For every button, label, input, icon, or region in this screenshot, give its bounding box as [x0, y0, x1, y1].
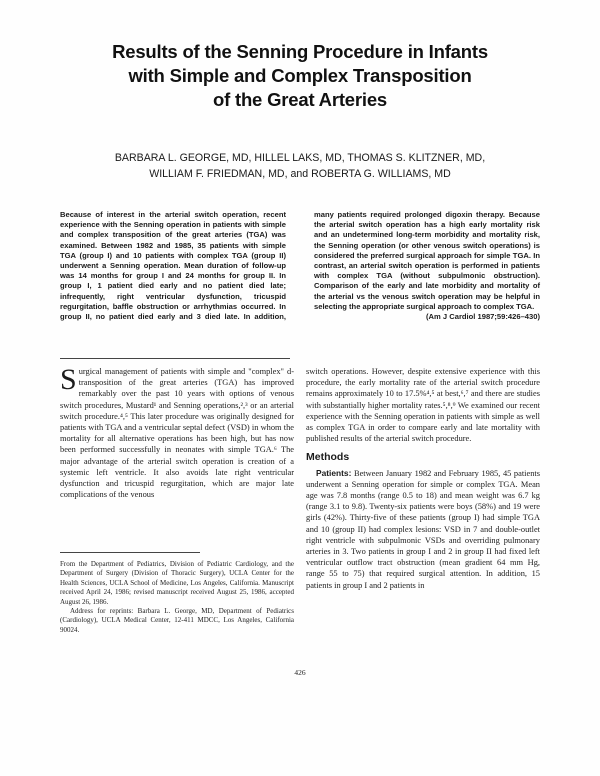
abstract-text: Because of interest in the arterial switch operation, recent experience with the Senning operation in patients with simple and complex transposition of the great arteries (TGA) was examined. Between 1982 and 1985, 35 patients with simple TGA (group I) and 10 patients with complex TGA (group II) underwent a Senning operation. Mean duration of follow-up was 14 months for group I and 24 months for group II. In group I, 1 patient died early and no patient died late; infrequently, right ventricular dysfunction, tricuspid regurgitation, baffle obstruction or arrhythmias occurred. In group II, no patient died early and 3 died late. In addition, many patients required prolonged digoxin therapy. Because the arterial switch operation has a high early mortality risk and an undetermined long-term morbidity and mortality risk, the Senning operation (or other venous switch operations) is considered the preferred surgical approach for simple TGA. In contrast, an arterial switch operation is performed in patients with complex TGA (without subpulmonic obstruction). Comparison of the early and late morbidity and mortality of the arterial vs the venous switch operation may be helpful in selecting the appropriate surgical approach to complex TGA.: [60, 210, 540, 322]
reprints-footnote: Address for reprints: Barbara L. George, MD, Department of Pediatrics (Cardiology), UCLA Medical Center, 12-411 MDCC, Los Angeles, California 90024.: [60, 607, 294, 634]
footnotes: [60, 560, 294, 635]
section-heading-methods: Methods: [306, 451, 350, 464]
author-line: BARBARA L. GEORGE, MD, HILLEL LAKS, MD, THOMAS S. KLITZNER, MD,: [114, 152, 486, 164]
abstract: [60, 210, 540, 322]
drop-cap: S: [60, 363, 77, 396]
intro-paragraph: urgical management of patients with simple and "complex" d-transposition of the great arteries (TGA) has improved remarkably over the past 10 years with options of venous switch procedures, Mustard¹ and Senning operations,²,³ or an arterial switch procedure.⁴,⁵ This later procedure was originally designed for patients with TGA and a ventricular septal defect (VSD) in whom the mortality for all alternative operations has been high, but has now been performed successfully in neonates with simple TGA.⁶ The major advantage of the arterial switch operation is creation of a systemic left ventricle. It also avoids late right ventricular dysfunction and tricuspid regurgitation, which are major late complications of the venous: [60, 367, 294, 500]
intro-paragraph-continued: switch operations. However, despite extensive experience with this procedure, the early mortality rate of the arterial switch procedure remains approximately 10 to 17.5%⁴,⁵ at best,⁶,⁷ and there are studies with substantially higher mortality rates.⁵,⁸,⁹ We examined our recent experience with the Senning operation in patients with simple as well as complex TGA in order to compare early and late mortality with published results of the arterial switch procedure.: [306, 367, 540, 444]
title-line: with Simple and Complex Transposition: [128, 65, 472, 86]
author-line: WILLIAM F. FRIEDMAN, MD, and ROBERTA G. WILLIAMS, MD: [149, 168, 451, 180]
affiliation-footnote: From the Department of Pediatrics, Division of Pediatric Cardiology, and the Department of Surgery (Division of Thoracic Surgery), UCLA Center for the Health Sciences, UCLA School of Medicine, Los Angeles, California. Manuscript received April 24, 1986; revised manuscript received August 25, 1986, accepted August 26, 1986.: [60, 560, 294, 606]
title-line: Results of the Senning Procedure in Infants: [112, 41, 488, 62]
page-number: 426: [294, 668, 306, 677]
journal-citation: (Am J Cardiol 1987;59:426–430): [426, 312, 540, 322]
abstract-divider: [60, 358, 290, 359]
methods-paragraph: [306, 468, 540, 591]
author-list: [60, 150, 540, 182]
footnote-divider: [60, 552, 200, 553]
run-in-heading: Patients:: [316, 467, 352, 478]
article-title: [60, 40, 540, 112]
methods-text: Between January 1982 and February 1985, 45 patients underwent a Senning operation for simple or complex TGA. Mean age was 7.8 months (range 0.5 to 18) and mean weight was 6.7 kg (range 3.1 to 9.8). Twenty-six patients were boys (58%) and 19 were girls (42%). Thirty-five of these patients (group I) had simple TGA and 10 (group II) had complex lesions: VSD in 7 and double-outlet right ventricle with subpulmonic VSDs and overriding pulmonary arteries in 3. Two patients in group I and 2 in group II had fixed left ventricular outflow tract obstruction (mean gradient 64 mm Hg, range 55 to 75) that required surgical attention. In addition, 15 patients in group I and 2 patients in: [306, 468, 540, 590]
body-column-left: [60, 363, 294, 500]
body-column-right: [306, 366, 540, 591]
title-line: of the Great Arteries: [213, 89, 387, 110]
